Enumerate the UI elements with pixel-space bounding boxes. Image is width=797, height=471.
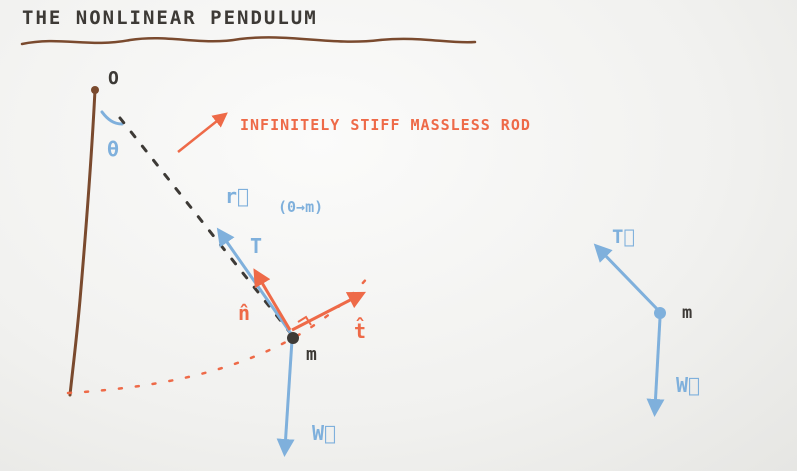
page-title: THE NONLINEAR PENDULUM <box>22 7 318 29</box>
t-hat-arrow <box>292 296 358 330</box>
fbd-mass-label: m <box>682 303 693 323</box>
fbd-weight-arrow <box>655 318 660 408</box>
pivot-label: O <box>108 68 119 89</box>
swing-path <box>68 272 372 393</box>
pivot-point <box>91 86 99 94</box>
fbd-weight-label: W⃗ <box>676 373 701 397</box>
n-hat-arrow <box>258 276 290 330</box>
title-underline <box>22 37 475 44</box>
r-vector-label: r⃗ <box>225 184 250 208</box>
vertical-reference-line <box>70 90 95 395</box>
rod-pointer-arrow <box>178 117 222 152</box>
weight-label: W⃗ <box>312 421 337 445</box>
fbd-tension-label: T⃗ <box>612 226 635 248</box>
massless-rod <box>120 118 292 335</box>
mass-label: m <box>306 344 317 365</box>
angle-label: θ <box>107 137 120 161</box>
fbd-tension-arrow <box>600 250 660 312</box>
r-range-label: (0→m) <box>278 198 324 216</box>
n-hat-label: n̂ <box>238 301 251 325</box>
rod-note: INFINITELY STIFF MASSLESS ROD <box>240 116 531 134</box>
t-hat-label: t̂ <box>354 319 367 343</box>
tension-label: T <box>250 234 263 258</box>
fbd-mass-point <box>654 307 666 319</box>
weight-arrow <box>285 340 292 448</box>
pendulum-mass <box>287 332 299 344</box>
